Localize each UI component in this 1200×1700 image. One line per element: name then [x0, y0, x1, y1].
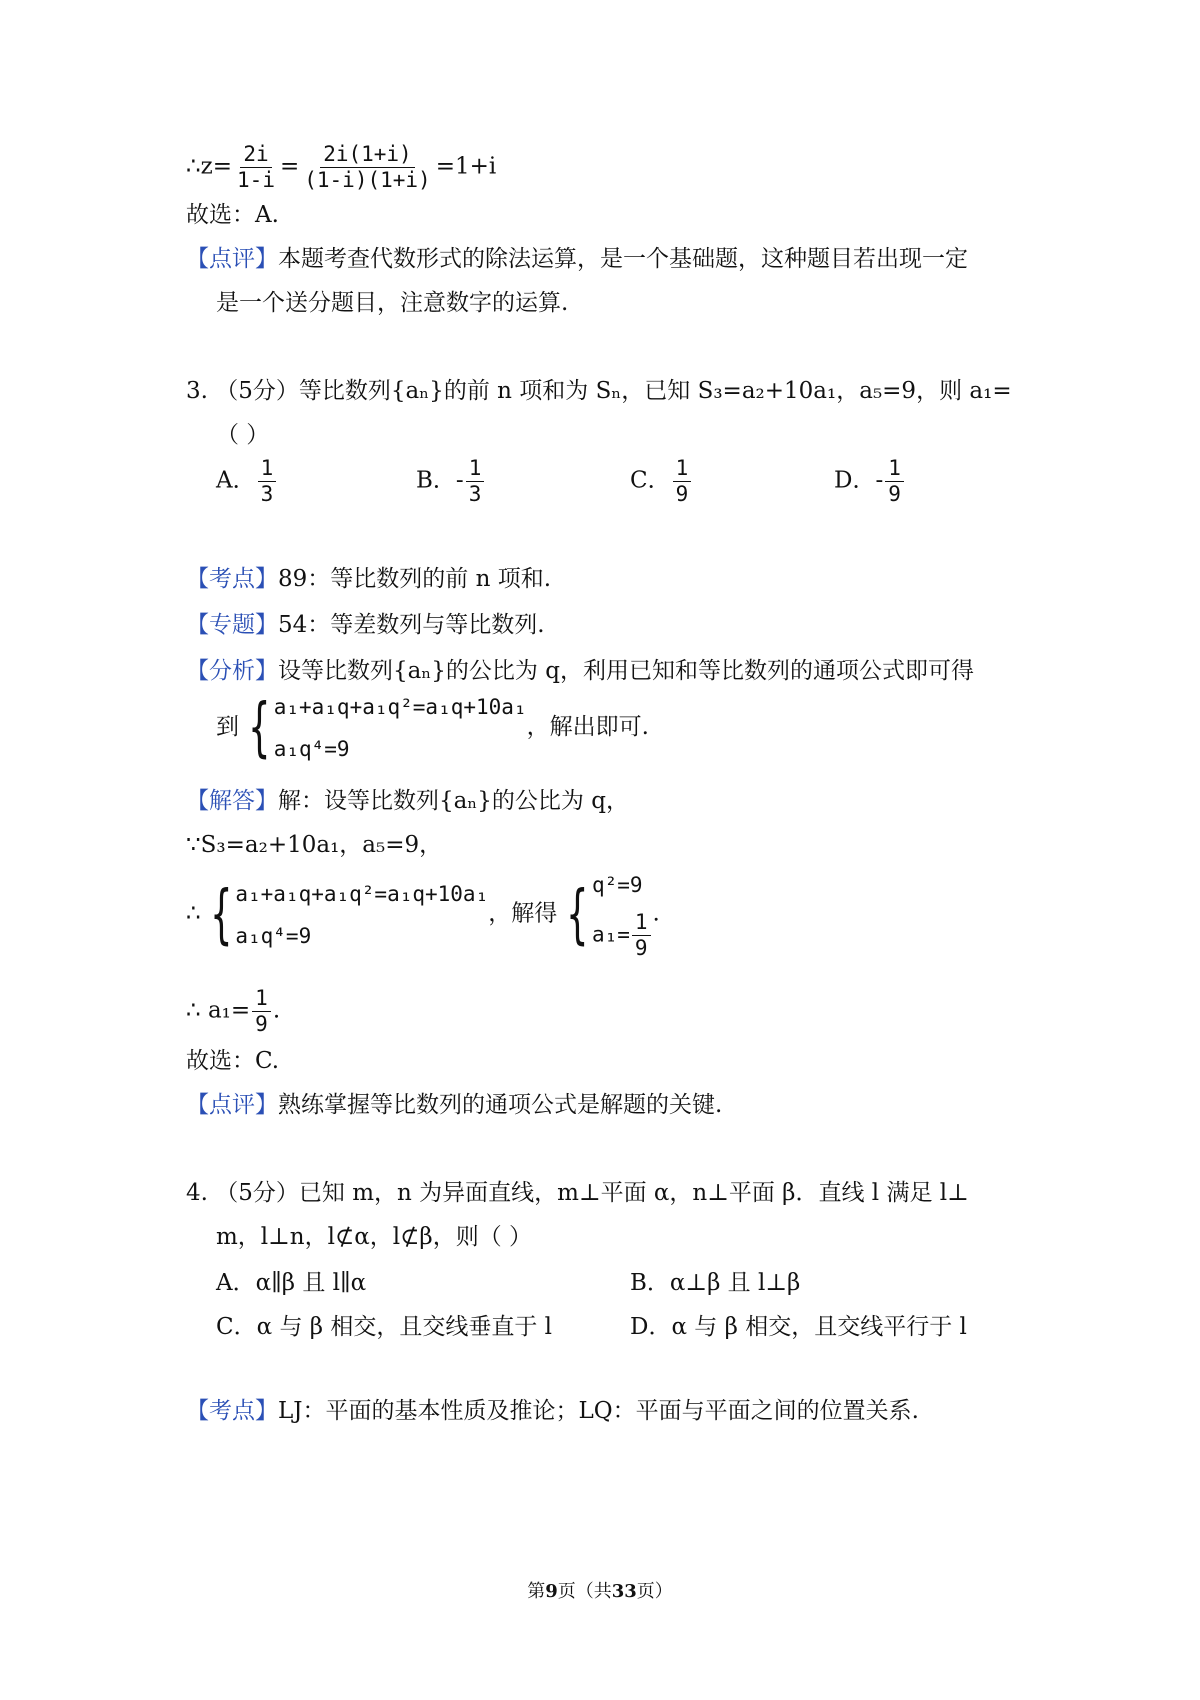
q3-zhuanti: 【专题】54：等差数列与等比数列.: [186, 612, 545, 638]
fraction: $\frac{1}{9}$: [252, 988, 271, 1035]
fraction: $\frac{1}{9}$: [632, 912, 651, 959]
q4-kaodian: 【考点】LJ：平面的基本性质及推论；LQ：平面与平面之间的位置关系.: [186, 1398, 919, 1424]
fraction: $\frac{1}{9}$: [885, 458, 904, 505]
q3-because: ∵S₃=a₂+10a₁，a₅=9，: [186, 832, 443, 858]
page-number: 9: [545, 1581, 558, 1602]
q3-blank: （ ）: [216, 422, 270, 448]
q3-option-c: C． $\frac{1}{9}$: [630, 458, 693, 505]
solution-system: { q²=9 a₁= $\frac{1}{9}$: [557, 870, 652, 959]
z-computation: ∴z= $\frac{2i}{1-i}$ = $\frac{2i(1+i)}{(1-i)(1+i)}$ =﻿1+i: [186, 142, 497, 192]
page-footer: 第9页（共33页）: [527, 1581, 673, 1602]
q3-final: ∴ a₁= $\frac{1}{9}$ .: [186, 986, 281, 1036]
q4-option-d: D．α 与 β 相交，且交线平行于 l: [630, 1314, 967, 1340]
q3-option-a: A． $\frac{1}{3}$: [216, 458, 278, 505]
prev-review-cont: 是一个送分题目，注意数字的运算.: [216, 290, 569, 316]
q3-jieda: 【解答】解：设等比数列{aₙ}的公比为 q，: [186, 788, 629, 814]
prev-answer: 故选：A.: [186, 202, 279, 228]
q4-option-a: A．α∥β 且 l∥α: [216, 1270, 367, 1296]
q3-stem: 3. （5分）等比数列{aₙ}的前 n 项和为 Sₙ，已知 S₃=a₂+10a₁，a₅=9，则 a₁=: [186, 378, 1012, 404]
q3-option-d: D．- $\frac{1}{9}$: [834, 458, 906, 505]
q3-fenxi: 【分析】设等比数列{aₙ}的公比为 q，利用已知和等比数列的通项公式即可得: [186, 658, 974, 684]
fraction: $\frac{1}{3}$: [258, 458, 277, 505]
q4-stem-cont: m，l⊥n，l⊄α，l⊄β，则（ ）: [216, 1224, 533, 1250]
q4-option-b: B．α⊥β 且 l⊥β: [630, 1270, 801, 1296]
q3-kaodian: 【考点】89：等比数列的前 n 项和.: [186, 566, 552, 592]
q3-option-b: B．- $\frac{1}{3}$: [416, 458, 486, 505]
total-pages: 33: [611, 1581, 637, 1602]
fraction: $\frac{2i}{1-i}$: [237, 142, 275, 192]
z-result: =﻿1+i: [435, 153, 497, 180]
z-lhs: ∴z=: [186, 153, 233, 180]
q3-fenxi-system: 到 { a₁+a₁q+a₁q²=a₁q+10a₁ a₁q⁴=9 ，解出即可.: [216, 691, 649, 765]
q3-solve-system: ∴ { a₁+a₁q+a₁q²=a₁q+10a₁ a₁q⁴=9 ，解得 { q²=9 a₁= $\frac{1}{9}$ .: [186, 870, 660, 959]
q3-answer: 故选：C.: [186, 1048, 280, 1074]
q4-stem: 4. （5分）已知 m，n 为异面直线，m⊥平面 α，n⊥平面 β．直线 l 满足 l⊥: [186, 1180, 969, 1206]
q4-option-c: C．α 与 β 相交，且交线垂直于 l: [216, 1314, 553, 1340]
fraction: $\frac{2i(1+i)}{(1-i)(1+i)}$: [304, 142, 431, 192]
equation-system: { a₁+a₁q+a₁q²=a₁q+10a₁ a₁q⁴=9: [248, 691, 527, 765]
fraction: $\frac{1}{3}$: [466, 458, 485, 505]
equation-system: { a₁+a₁q+a₁q²=a₁q+10a₁ a₁q⁴=9: [209, 877, 489, 952]
fraction: $\frac{1}{9}$: [673, 458, 692, 505]
q3-review: 【点评】熟练掌握等比数列的通项公式是解题的关键.: [186, 1092, 723, 1118]
prev-review: 【点评】本题考查代数形式的除法运算，是一个基础题，这种题目若出现一定: [186, 246, 968, 272]
